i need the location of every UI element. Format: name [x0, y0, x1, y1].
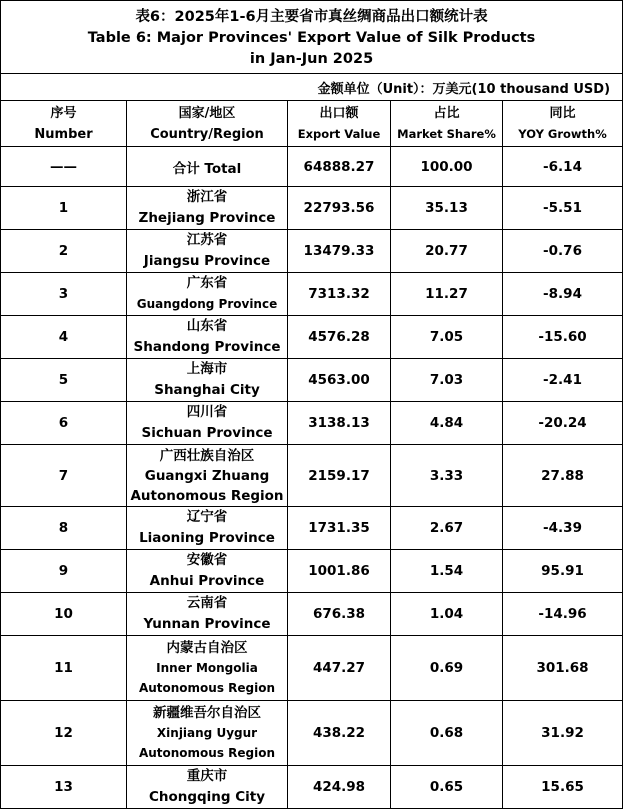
- table-row: [1, 187, 623, 230]
- total-export: 64888.27: [288, 147, 391, 187]
- row-yoy-growth: -8.94: [503, 273, 623, 316]
- region-en: Sichuan Province: [141, 425, 273, 441]
- row-region: [127, 230, 288, 273]
- row-number: 7: [1, 445, 127, 507]
- total-label: 合计 Total: [127, 147, 288, 187]
- row-export-value: 1001.86: [288, 550, 391, 593]
- table-row: [1, 273, 623, 316]
- header-region: 国家/地区 Country/Region: [127, 101, 288, 147]
- row-market-share: 2.67: [391, 507, 503, 550]
- table-row: [1, 550, 623, 593]
- region-cn: 新疆维吾尔自治区: [153, 705, 261, 721]
- row-region: [127, 550, 288, 593]
- row-export-value: 4576.28: [288, 316, 391, 359]
- total-number: ——: [1, 147, 127, 187]
- title-cn: 表6：2025年1-6月主要省市真丝绸商品出口额统计表: [135, 8, 488, 25]
- row-number: 10: [1, 593, 127, 636]
- row-market-share: 1.54: [391, 550, 503, 593]
- header-yoy-growth: 同比 YOY Growth%: [503, 101, 623, 147]
- region-en: Chongqing City: [148, 789, 266, 805]
- row-export-value: 424.98: [288, 766, 391, 809]
- region-cn: 广西壮族自治区: [159, 447, 255, 464]
- row-number: 4: [1, 316, 127, 359]
- table-row: [1, 766, 623, 809]
- row-yoy-growth: -2.41: [503, 359, 623, 402]
- table-row: [1, 701, 623, 766]
- table-row: [1, 636, 623, 701]
- row-number: 2: [1, 230, 127, 273]
- region-en: Shandong Province: [133, 339, 281, 355]
- row-number: 8: [1, 507, 127, 550]
- region-en: Xinjiang Uygur: [156, 726, 258, 740]
- row-number: 12: [1, 701, 127, 766]
- table-row: [1, 507, 623, 550]
- row-export-value: 7313.32: [288, 273, 391, 316]
- region-en: Guangxi Zhuang: [144, 467, 270, 484]
- table-title: [1, 1, 623, 74]
- region-cn: 广东省: [186, 275, 228, 291]
- row-region: [127, 766, 288, 809]
- row-export-value: 22793.56: [288, 187, 391, 230]
- row-number: 1: [1, 187, 127, 230]
- row-export-value: 676.38: [288, 593, 391, 636]
- total-share: 100.00: [391, 147, 503, 187]
- row-market-share: 0.69: [391, 636, 503, 701]
- row-market-share: 7.03: [391, 359, 503, 402]
- row-market-share: 0.65: [391, 766, 503, 809]
- row-region: [127, 445, 288, 507]
- row-export-value: 2159.17: [288, 445, 391, 507]
- row-region: [127, 636, 288, 701]
- header-row: [1, 101, 623, 147]
- region-en: Inner Mongolia: [156, 661, 258, 675]
- row-yoy-growth: 27.88: [503, 445, 623, 507]
- row-region: [127, 701, 288, 766]
- region-cn: 浙江省: [186, 189, 228, 205]
- row-region: [127, 402, 288, 445]
- region-en-line2: Autonomous Region: [130, 487, 284, 504]
- region-cn: 云南省: [186, 595, 228, 611]
- row-yoy-growth: -15.60: [503, 316, 623, 359]
- row-yoy-growth: -4.39: [503, 507, 623, 550]
- region-cn: 辽宁省: [186, 509, 228, 525]
- region-en: Shanghai City: [154, 382, 260, 398]
- row-yoy-growth: -14.96: [503, 593, 623, 636]
- row-region: [127, 273, 288, 316]
- row-region: [127, 507, 288, 550]
- row-market-share: 1.04: [391, 593, 503, 636]
- region-en-line2: Autonomous Region: [138, 681, 276, 695]
- unit-note: 金额单位（Unit）：万美元(10 thousand USD): [1, 74, 623, 101]
- table-row: [1, 316, 623, 359]
- region-cn: 上海市: [186, 361, 228, 377]
- region-en: Guangdong Province: [136, 297, 278, 311]
- region-cn: 山东省: [186, 318, 228, 334]
- region-cn: 江苏省: [186, 232, 228, 248]
- row-export-value: 13479.33: [288, 230, 391, 273]
- row-market-share: 20.77: [391, 230, 503, 273]
- header-number: 序号 Number: [1, 101, 127, 147]
- row-number: 9: [1, 550, 127, 593]
- region-en: Anhui Province: [149, 573, 265, 589]
- row-export-value: 447.27: [288, 636, 391, 701]
- row-number: 3: [1, 273, 127, 316]
- row-number: 13: [1, 766, 127, 809]
- region-en: Liaoning Province: [139, 530, 275, 546]
- table-row: [1, 445, 623, 507]
- row-market-share: 11.27: [391, 273, 503, 316]
- row-yoy-growth: 95.91: [503, 550, 623, 593]
- row-market-share: 35.13: [391, 187, 503, 230]
- region-en: Zhejiang Province: [138, 210, 276, 226]
- title-en-line1: Table 6: Major Provinces' Export Value of Silk Products: [87, 29, 536, 46]
- row-yoy-growth: -5.51: [503, 187, 623, 230]
- region-cn: 安徽省: [186, 552, 228, 568]
- row-export-value: 1731.35: [288, 507, 391, 550]
- row-yoy-growth: 301.68: [503, 636, 623, 701]
- region-en: Jiangsu Province: [143, 253, 271, 269]
- header-market-share: 占比 Market Share%: [391, 101, 503, 147]
- row-number: 6: [1, 402, 127, 445]
- region-cn: 内蒙古自治区: [166, 640, 248, 656]
- table-row: [1, 402, 623, 445]
- table-row: [1, 230, 623, 273]
- region-cn: 四川省: [186, 404, 228, 420]
- row-market-share: 0.68: [391, 701, 503, 766]
- row-region: [127, 187, 288, 230]
- row-yoy-growth: -20.24: [503, 402, 623, 445]
- row-number: 5: [1, 359, 127, 402]
- region-en-line2: Autonomous Region: [138, 746, 276, 760]
- table-row: [1, 359, 623, 402]
- row-number: 11: [1, 636, 127, 701]
- row-market-share: 4.84: [391, 402, 503, 445]
- row-market-share: 3.33: [391, 445, 503, 507]
- row-region: [127, 316, 288, 359]
- row-export-value: 3138.13: [288, 402, 391, 445]
- header-export-value: 出口额 Export Value: [288, 101, 391, 147]
- region-en: Yunnan Province: [143, 616, 271, 632]
- table-row: [1, 593, 623, 636]
- total-row: [1, 147, 623, 187]
- row-yoy-growth: -0.76: [503, 230, 623, 273]
- data-rows: [1, 187, 623, 809]
- row-market-share: 7.05: [391, 316, 503, 359]
- row-yoy-growth: 15.65: [503, 766, 623, 809]
- row-yoy-growth: 31.92: [503, 701, 623, 766]
- region-cn: 重庆市: [186, 768, 228, 784]
- row-export-value: 438.22: [288, 701, 391, 766]
- title-en-line2: in Jan-Jun 2025: [249, 50, 374, 67]
- total-yoy: -6.14: [503, 147, 623, 187]
- row-region: [127, 593, 288, 636]
- row-region: [127, 359, 288, 402]
- row-export-value: 4563.00: [288, 359, 391, 402]
